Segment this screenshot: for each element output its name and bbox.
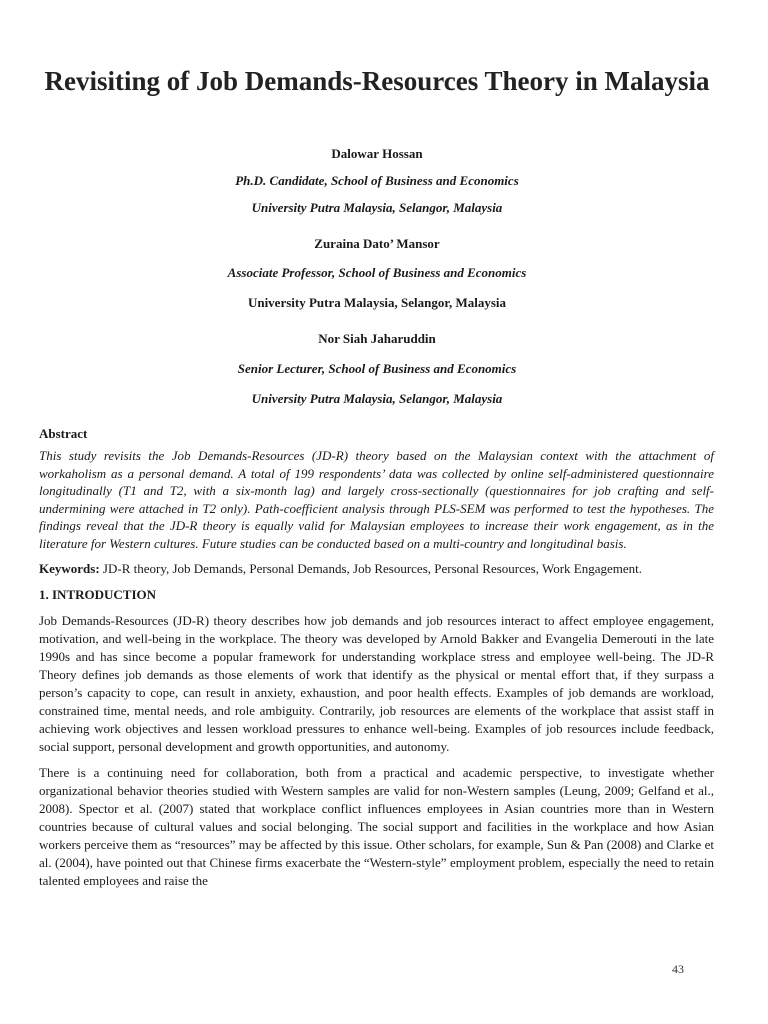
page-number: 43 (672, 962, 684, 976)
body-paragraph: Job Demands-Resources (JD-R) theory describes how job demands and job resources interact to affect employee engagement, motivation, and well-being in the workplace. The theory was developed by Arnold Bakker and Evangelia Demerouti in the late 1990s and has since become a popular framework for understanding workplace stress and employee well-being. The JD-R Theory defines job demands as those elements of work that identify as the physical or mental effort that, if they surpass a person’s capacity to cope, can result in anxiety, exhaustion, and poor health effects. Examples of job demands are workload, constrained time, mental needs, and role ambiguity. Contrarily, job resources are elements of the workplace that assist staff in achieving work objectives and lessen workload pressures to enhance well-being. Examples of job resources include feedback, social support, personal development and growth opportunities, and autonomy. (39, 613, 714, 754)
author-name: Zuraina Dato’ Mansor (314, 236, 440, 251)
keywords (39, 560, 714, 578)
body-paragraph: There is a continuing need for collaboration, both from a practical and academic perspective, to investigate whether organizational behavior theories studied with Western samples are valid for non-Western samples (Leung, 2009; Gelfand et al., 2008). Spector et al. (2007) stated that workplace conflict influences employees in Asian countries more than in Western countries because of cultural values and social belonging. The social support and facilities in the workplace and how Asian workers perceive them as “resources” may be affected by this issue. Other scholars, for example, Sun & Pan (2008) and Clarke et al. (2004), have pointed out that Chinese firms exacerbate the “Western-style” employment problem, especially the need to retain talented employees and raise the (39, 765, 714, 888)
author-block (40, 146, 714, 407)
abstract-text: This study revisits the Job Demands-Resources (JD-R) theory based on the Malaysian context with the attachment of workaholism as a personal demand. A total of 199 respondents’ data was collected by online self-administered questionnaire longitudinally (T1 and T2, with a six-month lag) and largely cross-sectionally (questionnaires for job crafting and self-undermining were attached in T2 only). Path-coefficient analysis through PLS-SEM was performed to test the hypotheses. The findings reveal that the JD-R theory is equally valid for Malaysian employees to increase their work engagement, as in the literature for Western cultures. Future studies can be conducted based on a multi-country and longitudinal basis. (39, 448, 714, 551)
abstract-heading: Abstract (39, 426, 88, 441)
author-role: Ph.D. Candidate, School of Business and Economics (235, 173, 519, 188)
keywords-label: Keywords: (39, 561, 100, 576)
keywords-text: JD-R theory, Job Demands, Personal Demands, Job Resources, Personal Resources, Work Engagement. (102, 561, 642, 576)
author-affiliation: University Putra Malaysia, Selangor, Malaysia (247, 295, 507, 310)
author-name: Dalowar Hossan (331, 146, 423, 161)
author-role: Senior Lecturer, School of Business and Economics (237, 361, 517, 376)
paper-title: Revisiting of Job Demands-Resources Theory in Malaysia (44, 66, 710, 96)
paper-body (39, 425, 714, 890)
author-affiliation: University Putra Malaysia, Selangor, Malaysia (251, 391, 503, 406)
author-role: Associate Professor, School of Business and Economics (227, 265, 527, 280)
author-name: Nor Siah Jaharuddin (318, 331, 436, 346)
author-affiliation: University Putra Malaysia, Selangor, Malaysia (251, 200, 503, 215)
introduction-heading: 1. INTRODUCTION (39, 587, 157, 602)
